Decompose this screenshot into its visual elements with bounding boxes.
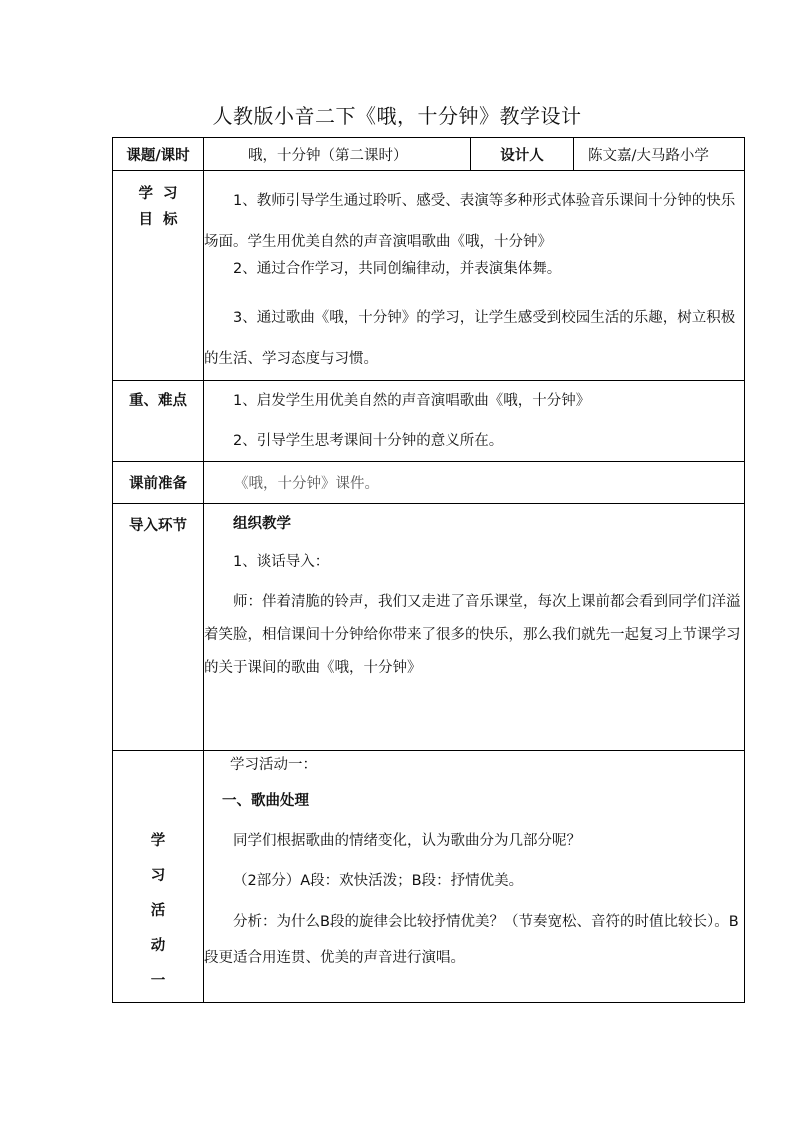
lesson-label: 课题/课时	[113, 138, 204, 171]
preparation-text: 《哦，十分钟》课件。	[204, 462, 745, 504]
header-row	[113, 138, 745, 171]
key-points-row	[113, 381, 745, 462]
objectives-row	[113, 171, 745, 381]
activity-row	[113, 751, 745, 1003]
objectives-label-line-1: 学 习	[138, 186, 178, 202]
activity-label-char: 动	[150, 938, 166, 954]
key-point-item: 1、启发学生用优美自然的声音演唱歌曲《哦，十分钟》	[233, 393, 591, 409]
activity-content	[204, 751, 745, 1003]
activity-label-char: 活	[150, 903, 166, 919]
intro-row	[113, 504, 745, 751]
activity-title: 学习活动一：	[230, 757, 317, 773]
activity-heading: 一、歌曲处理	[222, 793, 309, 809]
preparation-label: 课前准备	[113, 462, 204, 504]
activity-line: （2部分）A段：欢快活泼；B段：抒情优美。	[233, 873, 524, 889]
key-points-content	[204, 381, 745, 462]
designer-label: 设计人	[471, 138, 574, 171]
activity-line: 同学们根据歌曲的情绪变化，认为歌曲分为几部分呢？	[233, 833, 581, 849]
objective-item: 1、教师引导学生通过聆听、感受、表演等多种形式体验音乐课间十分钟的快乐场面。学生用优美自然的声音演唱歌曲《哦，十分钟》	[204, 193, 736, 250]
lesson-plan-table	[112, 137, 745, 1003]
activity-label-char: 一	[150, 973, 166, 989]
activity-label-char: 学	[150, 833, 166, 849]
activity-line: 分析：为什么B段的旋律会比较抒情优美？（节奏宽松、音符的时值比较长）。B 段更适合用连贯、优美的声音进行演唱。	[204, 914, 739, 966]
lesson-value: 哦，十分钟（第二课时）	[204, 138, 471, 171]
intro-sub: 1、谈话导入：	[233, 554, 330, 570]
objective-item: 2、通过合作学习，共同创编律动，并表演集体舞。	[233, 261, 562, 277]
intro-label: 导入环节	[113, 504, 204, 751]
activity-label-char: 习	[150, 868, 166, 884]
objectives-label-line-2: 目 标	[138, 212, 178, 228]
intro-heading: 组织教学	[233, 516, 291, 532]
key-points-label: 重、难点	[113, 381, 204, 462]
objectives-content	[204, 171, 745, 381]
key-point-item: 2、引导学生思考课间十分钟的意义所在。	[233, 433, 504, 449]
intro-text: 师：伴着清脆的铃声，我们又走进了音乐课堂，每次上课前都会看到同学们洋溢着笑脸，相信课间十分钟给你带来了很多的快乐，那么我们就先一起复习上节课学习的关于课间的歌曲《哦，十分钟》	[204, 594, 741, 676]
objectives-label	[113, 171, 204, 381]
activity-label	[113, 751, 204, 1003]
designer-value: 陈文嘉/大马路小学	[574, 138, 745, 171]
objective-item: 3、通过歌曲《哦，十分钟》的学习，让学生感受到校园生活的乐趣，树立积极的生活、学习态度与习惯。	[204, 310, 736, 367]
document-title: 人教版小音二下《哦，十分钟》教学设计	[212, 104, 582, 128]
preparation-row	[113, 462, 745, 504]
intro-content	[204, 504, 745, 751]
